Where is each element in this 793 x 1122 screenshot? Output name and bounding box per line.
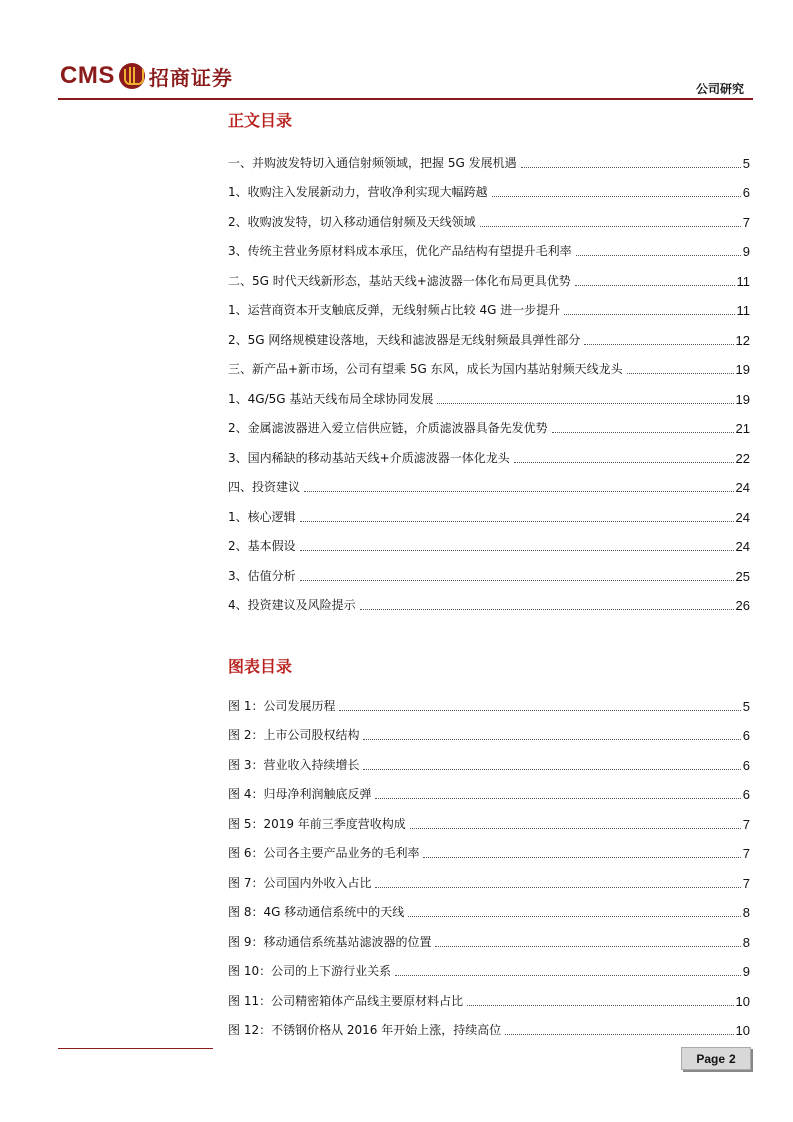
figure-entry-text: 图 1：公司发展历程 xyxy=(228,698,336,713)
dot-leader xyxy=(395,974,741,976)
dot-leader xyxy=(467,1004,733,1006)
logo-emblem-icon xyxy=(119,63,145,89)
toc-entry-text: 1、运营商资本开支触底反弹，无线射频占比较 4G 进一步提升 xyxy=(228,303,561,317)
toc-entry[interactable] xyxy=(228,554,750,584)
figure-entry[interactable] xyxy=(228,773,750,803)
toc-entry-text: 4、投资建议及风险提示 xyxy=(228,598,356,612)
logo-en-text: CMS xyxy=(60,62,115,89)
figure-entry-text: 图 10：公司的上下游行业关系 xyxy=(228,964,392,978)
figure-entry-text: 图 5：2019 年前三季度营收构成 xyxy=(228,816,406,831)
figure-entry[interactable] xyxy=(228,802,750,832)
toc-entry-page: 12 xyxy=(735,332,750,348)
toc-entry-page: 7 xyxy=(742,214,750,230)
report-type-label: 公司研究 xyxy=(695,82,744,96)
toc-entry-text: 2、基本假设 xyxy=(228,539,296,553)
figure-entry-text: 图 4：归母净利润触底反弹 xyxy=(228,787,372,801)
toc-entry-page: 24 xyxy=(735,539,750,554)
toc-entry[interactable] xyxy=(228,436,750,466)
toc-title: 正文目录 xyxy=(228,111,293,130)
dot-leader xyxy=(363,738,740,740)
header-divider xyxy=(58,98,753,100)
toc-entry[interactable] xyxy=(228,171,750,201)
toc-entry-page: 5 xyxy=(742,155,750,171)
toc-entry-text: 3、估值分析 xyxy=(228,568,296,583)
toc-entry-text: 3、传统主营业务原材料成本承压，优化产品结构有望提升毛利率 xyxy=(228,244,572,258)
figure-entry[interactable] xyxy=(228,979,750,1009)
figures-title: 图表目录 xyxy=(228,657,293,676)
figure-entry-page: 7 xyxy=(742,816,750,832)
figure-entry-page: 7 xyxy=(742,875,750,891)
toc-entry-page: 19 xyxy=(735,391,750,407)
page-number-box xyxy=(681,1047,751,1070)
toc-entry-text: 1、4G/5G 基站天线布局全球协同发展 xyxy=(228,391,434,406)
toc-entry[interactable] xyxy=(228,141,750,171)
figure-entry[interactable] xyxy=(228,891,750,921)
dot-leader xyxy=(363,768,740,770)
figure-entry-page: 6 xyxy=(742,757,750,773)
figure-entry[interactable] xyxy=(228,743,750,773)
dot-leader xyxy=(480,225,741,227)
figure-entry-text: 图 7：公司国内外收入占比 xyxy=(228,875,372,890)
figure-entry-text: 图 2：上市公司股权结构 xyxy=(228,728,360,742)
toc-entry-page: 11 xyxy=(736,273,750,289)
toc-entry[interactable] xyxy=(228,259,750,289)
figure-entry[interactable] xyxy=(228,861,750,891)
figure-entry[interactable] xyxy=(228,714,750,744)
toc-entry-page: 9 xyxy=(742,244,750,259)
toc-entry-page: 25 xyxy=(735,568,750,584)
footer-divider xyxy=(58,1048,213,1049)
toc-entry-page: 21 xyxy=(735,421,750,436)
toc-entry-text: 一、并购波发特切入通信射频领域，把握 5G 发展机遇 xyxy=(228,155,517,170)
toc-entry[interactable] xyxy=(228,377,750,407)
figure-entry-page: 8 xyxy=(742,905,750,920)
toc-entry-page: 22 xyxy=(735,450,750,466)
page-number: 2 xyxy=(729,1051,736,1066)
figure-entry-text: 图 3：营业收入持续增长 xyxy=(228,757,360,772)
dot-leader xyxy=(521,166,741,168)
toc-entry-page: 26 xyxy=(735,598,750,613)
figures-list xyxy=(228,684,750,1038)
toc-entry[interactable] xyxy=(228,200,750,230)
figure-entry-text: 图 9：移动通信系统基站滤波器的位置 xyxy=(228,934,432,949)
dot-leader xyxy=(514,461,734,463)
dot-leader xyxy=(437,402,733,404)
figure-entry[interactable] xyxy=(228,684,750,714)
figure-entry[interactable] xyxy=(228,920,750,950)
dot-leader xyxy=(408,915,741,917)
toc-entry-text: 2、收购波发特，切入移动通信射频及天线领域 xyxy=(228,214,476,229)
figure-entry-page: 10 xyxy=(735,1023,750,1038)
toc-entry-page: 11 xyxy=(736,303,750,318)
dot-leader xyxy=(360,608,734,610)
dot-leader xyxy=(575,284,735,286)
figure-entry-page: 10 xyxy=(735,993,750,1009)
toc-entry[interactable] xyxy=(228,318,750,348)
figure-entry-page: 6 xyxy=(742,728,750,743)
figure-entry-text: 图 8：4G 移动通信系统中的天线 xyxy=(228,905,405,919)
dot-leader xyxy=(435,945,740,947)
toc-entry[interactable] xyxy=(228,525,750,555)
dot-leader xyxy=(552,431,734,433)
toc-entry[interactable] xyxy=(228,230,750,260)
dot-leader xyxy=(423,856,740,858)
dot-leader xyxy=(492,195,741,197)
toc-entry-page: 24 xyxy=(735,480,750,495)
logo-cn-text: 招商证券 xyxy=(148,65,233,90)
dot-leader xyxy=(576,254,741,256)
figure-entry-page: 6 xyxy=(742,787,750,802)
toc-entry-text: 1、核心逻辑 xyxy=(228,509,296,524)
toc-list xyxy=(228,141,750,613)
dot-leader xyxy=(627,372,734,374)
toc-entry-page: 24 xyxy=(735,509,750,525)
toc-entry-text: 四、投资建议 xyxy=(228,480,301,494)
toc-entry[interactable] xyxy=(228,584,750,614)
figure-entry[interactable] xyxy=(228,950,750,980)
figure-entry[interactable] xyxy=(228,1009,750,1039)
figure-entry-page: 5 xyxy=(742,698,750,714)
toc-entry[interactable] xyxy=(228,407,750,437)
figure-entry[interactable] xyxy=(228,832,750,862)
dot-leader xyxy=(375,797,740,799)
figure-entry-text: 图 12：不锈钢价格从 2016 年开始上涨，持续高位 xyxy=(228,1023,502,1037)
figure-entry-text: 图 6：公司各主要产品业务的毛利率 xyxy=(228,846,420,860)
dot-leader xyxy=(564,313,734,315)
dot-leader xyxy=(300,579,734,581)
figure-entry-page: 8 xyxy=(742,934,750,950)
dot-leader xyxy=(300,549,734,551)
toc-entry[interactable] xyxy=(228,289,750,319)
toc-entry-text: 3、国内稀缺的移动基站天线+介质滤波器一体化龙头 xyxy=(228,450,510,465)
toc-entry-page: 19 xyxy=(735,362,750,377)
toc-entry-text: 2、5G 网络规模建设落地，天线和滤波器是无线射频最具弹性部分 xyxy=(228,332,581,347)
dot-leader xyxy=(339,709,740,711)
dot-leader xyxy=(584,343,733,345)
dot-leader xyxy=(304,490,734,492)
dot-leader xyxy=(410,827,741,829)
page-label: Page xyxy=(696,1051,725,1066)
dot-leader xyxy=(375,886,740,888)
toc-entry-text: 二、5G 时代天线新形态，基站天线+滤波器一体化布局更具优势 xyxy=(228,273,571,288)
toc-entry-text: 2、金属滤波器进入爱立信供应链，介质滤波器具备先发优势 xyxy=(228,421,548,435)
toc-entry[interactable] xyxy=(228,495,750,525)
figure-entry-text: 图 11：公司精密箱体产品线主要原材料占比 xyxy=(228,993,464,1008)
dot-leader xyxy=(505,1033,733,1035)
toc-entry[interactable] xyxy=(228,348,750,378)
figure-entry-page: 9 xyxy=(742,964,750,979)
dot-leader xyxy=(300,520,734,522)
toc-entry-page: 6 xyxy=(742,185,750,200)
toc-entry[interactable] xyxy=(228,466,750,496)
company-logo xyxy=(60,58,233,94)
toc-entry-text: 三、新产品+新市场，公司有望乘 5G 东风，成长为国内基站射频天线龙头 xyxy=(228,362,623,376)
toc-entry-text: 1、收购注入发展新动力，营收净利实现大幅跨越 xyxy=(228,185,488,199)
figure-entry-page: 7 xyxy=(742,846,750,861)
